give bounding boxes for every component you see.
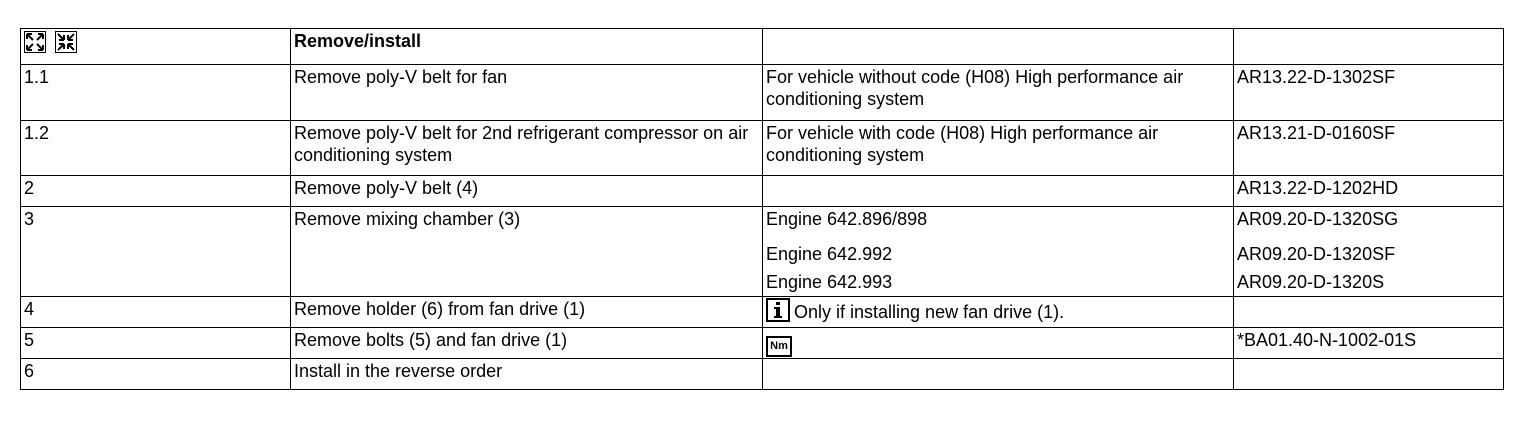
step-reference-link[interactable] bbox=[1234, 297, 1504, 328]
expand-arrows-icon bbox=[24, 31, 46, 53]
step-number: 2 bbox=[21, 176, 291, 207]
step-reference-link[interactable]: AR13.22-D-1302SF bbox=[1234, 65, 1504, 121]
step-action: Remove poly-V belt (4) bbox=[291, 176, 763, 207]
step-note: Only if installing new fan drive (1). bbox=[794, 302, 1065, 322]
step-action: Remove bolts (5) and fan drive (1) bbox=[291, 328, 763, 359]
step-note: Engine 642.992 bbox=[766, 244, 893, 264]
step-action: Remove mixing chamber (3) bbox=[291, 207, 763, 297]
header-empty-refs bbox=[1234, 29, 1504, 65]
step-note bbox=[763, 359, 1234, 390]
info-icon[interactable] bbox=[766, 298, 790, 322]
step-number: 1.2 bbox=[21, 121, 291, 176]
step-note: For vehicle with code (H08) High performance air conditioning system bbox=[763, 121, 1234, 176]
header-icons-cell bbox=[21, 29, 291, 65]
step-action: Install in the reverse order bbox=[291, 359, 763, 390]
step-reference-link[interactable]: AR13.22-D-1202HD bbox=[1234, 176, 1504, 207]
step-note: Engine 642.993 bbox=[766, 272, 893, 292]
step-reference-link[interactable]: AR09.20-D-1320SF bbox=[1237, 244, 1396, 264]
step-action: Remove poly-V belt for 2nd refrigerant compressor on air conditioning system bbox=[291, 121, 763, 176]
step-action: Remove poly-V belt for fan bbox=[291, 65, 763, 121]
table-row bbox=[21, 121, 1504, 176]
table-row bbox=[21, 359, 1504, 390]
step-action: Remove holder (6) from fan drive (1) bbox=[291, 297, 763, 328]
step-reference-link[interactable]: AR09.20-D-1320S bbox=[1237, 272, 1385, 292]
step-reference-link[interactable]: AR09.20-D-1320SG bbox=[1237, 209, 1399, 229]
collapse-arrows-icon bbox=[55, 31, 77, 53]
step-note-cell bbox=[763, 328, 1234, 359]
table-row bbox=[21, 176, 1504, 207]
table-header-row bbox=[21, 29, 1504, 65]
table-row bbox=[21, 207, 1504, 297]
step-note: For vehicle without code (H08) High performance air conditioning system bbox=[763, 65, 1234, 121]
step-note: Engine 642.896/898 bbox=[766, 209, 928, 229]
step-number: 1.1 bbox=[21, 65, 291, 121]
step-number: 4 bbox=[21, 297, 291, 328]
step-note-list bbox=[763, 207, 1234, 297]
step-reference-link[interactable]: *BA01.40-N-1002-01S bbox=[1234, 328, 1504, 359]
step-reference-list bbox=[1234, 207, 1504, 297]
nm-torque-icon[interactable]: Nm bbox=[766, 336, 792, 357]
step-reference-link[interactable] bbox=[1234, 359, 1504, 390]
table-row bbox=[21, 65, 1504, 121]
step-number: 3 bbox=[21, 207, 291, 297]
table-row bbox=[21, 297, 1504, 328]
header-empty-notes bbox=[763, 29, 1234, 65]
procedure-table bbox=[20, 28, 1504, 390]
step-note bbox=[763, 176, 1234, 207]
step-number: 5 bbox=[21, 328, 291, 359]
header-title: Remove/install bbox=[291, 29, 763, 65]
step-note-cell bbox=[763, 297, 1234, 328]
step-reference-link[interactable]: AR13.21-D-0160SF bbox=[1234, 121, 1504, 176]
table-row bbox=[21, 328, 1504, 359]
step-number: 6 bbox=[21, 359, 291, 390]
